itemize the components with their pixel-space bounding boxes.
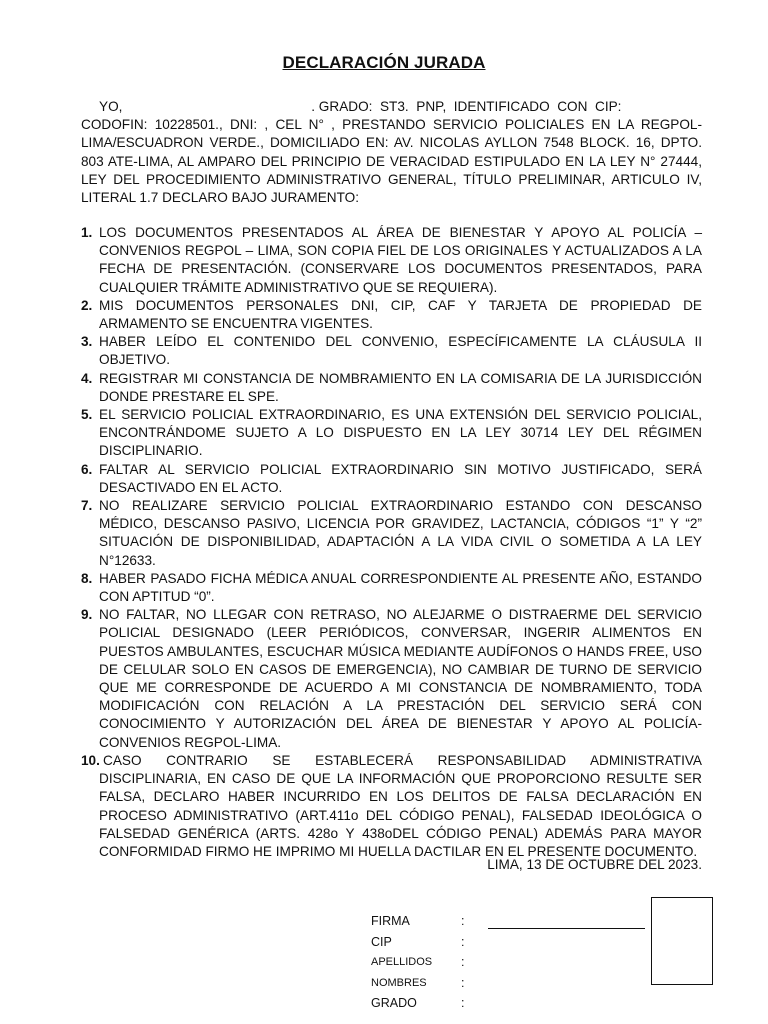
- item-number: 3.: [81, 334, 93, 350]
- fingerprint-box: [651, 897, 713, 985]
- declaration-item: [81, 752, 702, 861]
- item-text: HABER PASADO FICHA MÉDICA ANUAL CORRESPONDIENTE AL PRESENTE AÑO, ESTANDO CON APTITUD “0”.: [99, 570, 702, 605]
- declaration-item: [81, 333, 702, 369]
- declaration-item: [81, 370, 702, 406]
- declaration-list: [81, 224, 702, 861]
- declaration-item: [81, 406, 702, 461]
- declaration-item: [81, 606, 702, 752]
- item-number: 10.: [81, 752, 100, 768]
- document-title: DECLARACIÓN JURADA: [282, 53, 486, 72]
- colon: :: [461, 914, 465, 928]
- nombres-label: NOMBRES: [371, 976, 427, 989]
- item-number: 6.: [81, 461, 93, 477]
- colon: :: [461, 975, 465, 990]
- intro-body: CODOFIN: 10228501., DNI: , CEL N° , PRESTANDO SERVICIO POLICIALES EN LA REGPOL-LIMA/ESCUADRON VERDE., DOMICILIADO EN: AV. NICOLAS AYLLON 7548 BLOCK. 16, DPTO. 803 ATE-LIMA, AL AMPARO DEL PRINCIPIO DE VERACIDAD ESTIPULADO EN LA LEY N° 27444, LEY DEL PROCEDIMIENTO ADMINISTRATIVO GENERAL, TÍTULO PRELIMINAR, ARTICULO IV, LITERAL 1.7 DECLARO BAJO JURAMENTO:: [81, 117, 702, 206]
- item-number: 4.: [81, 370, 93, 386]
- grado-label: GRADO: [371, 996, 417, 1010]
- cip-label: CIP: [371, 934, 392, 949]
- item-text: NO REALIZARE SERVICIO POLICIAL EXTRAORDINARIO ESTANDO CON DESCANSO MÉDICO, DESCANSO PASIVO, LICENCIA POR GRAVIDEZ, LACTANCIA, CÓDIGOS “1” Y “2” SITUACIÓN DE DISPONIBILIDAD, ADAPTACIÓN A LA VIDA CIVIL O SOMETIDA A LA LEY N°12633.: [99, 498, 702, 568]
- intro-paragraph: [81, 98, 702, 207]
- date-line: LIMA, 13 DE OCTUBRE DEL 2023.: [487, 857, 702, 872]
- item-text: CASO CONTRARIO SE ESTABLECERÁ RESPONSABILIDAD ADMINISTRATIVA DISCIPLINARIA, EN CASO DE QUE LA INFORMACIÓN QUE PROPORCIONO RESULTE SER FALSA, DECLARO HABER INCURRIDO EN LOS DELITOS DE FALSA DECLARACIÓN EN PROCESO ADMINISTRATIVO (ART.411o DEL CÓDIGO PENAL), FALSEDAD IDEOLÓGICA O FALSEDAD GENÉRICA (ARTS. 428o Y 438oDEL CÓDIGO PENAL) ADEMÁS PARA MAYOR CONFORMIDAD FIRMO HE IMPRIMO MI HUELLA DACTILAR EN EL PRESENTE DOCUMENTO.: [99, 752, 702, 859]
- item-text: REGISTRAR MI CONSTANCIA DE NOMBRAMIENTO EN LA COMISARIA DE LA JURISDICCIÓN DONDE PRESTARE EL SPE.: [99, 370, 702, 404]
- item-number: 7.: [81, 498, 93, 514]
- item-number: 8.: [81, 570, 93, 586]
- item-text: NO FALTAR, NO LLEGAR CON RETRASO, NO ALEJARME O DISTRAERME DEL SERVICIO POLICIAL DESIGNADO (LEER PERIÓDICOS, CONVERSAR, INGERIR ALIMENTOS EN PUESTOS AMBULANTES, ESCUCHAR MÚSICA MEDIANTE AUDÍFONOS O HANDS FREE, USO DE CELULAR SOLO EN CASOS DE EMERGENCIA), NO CAMBIAR DE TURNO DE SERVICIO QUE ME CORRESPONDE DE ACUERDO A MI CONSTANCIA DE NOMBRAMIENTO, TODA MODIFICACIÓN CON RELACIÓN A LA PRESTACIÓN DEL SERVICIO SERÁ CON CONOCIMIENTO Y AUTORIZACIÓN DEL ÁREA DE BIENESTAR Y APOYO AL POLICÍA-CONVENIOS REGPOL-LIMA.: [99, 607, 702, 750]
- firma-label: FIRMA: [371, 914, 410, 928]
- item-text: LOS DOCUMENTOS PRESENTADOS AL ÁREA DE BIENESTAR Y APOYO AL POLICÍA – CONVENIOS REGPOL – LIMA, SON COPIA FIEL DE LOS ORIGINALES Y ACTUALIZADOS A LA FECHA DE PRESENTACIÓN. (CONSERVARE LOS DOCUMENTOS PRESENTADOS, PARA CUALQUIER TRÁMITE ADMINISTRATIVO QUE SE REQUIERA).: [99, 225, 702, 295]
- item-text: MIS DOCUMENTOS PERSONALES DNI, CIP, CAF Y TARJETA DE PROPIEDAD DE ARMAMENTO SE ENCUENTRA VIGENTES.: [99, 297, 702, 332]
- item-text: FALTAR AL SERVICIO POLICIAL EXTRAORDINARIO SIN MOTIVO JUSTIFICADO, SERÁ DESACTIVADO EN EL ACTO.: [99, 461, 702, 495]
- item-number: 1.: [81, 225, 93, 240]
- item-number: 5.: [81, 407, 93, 423]
- declaration-item: [81, 224, 702, 297]
- item-number: 9.: [81, 607, 93, 623]
- item-number: 2.: [81, 297, 93, 313]
- declaration-item: [81, 570, 702, 606]
- declaration-item: [81, 297, 702, 333]
- intro-first-line: YO, . GRADO: ST3. PNP, IDENTIFICADO CON CIP:: [99, 99, 622, 114]
- item-text: HABER LEÍDO EL CONTENIDO DEL CONVENIO, ESPECÍFICAMENTE LA CLÁUSULA II OBJETIVO.: [99, 334, 702, 368]
- declaration-item: [81, 461, 702, 497]
- colon: :: [461, 996, 465, 1010]
- apellidos-label: APELLIDOS: [371, 956, 433, 968]
- colon: :: [461, 934, 465, 949]
- signature-line: [488, 928, 645, 929]
- item-text: EL SERVICIO POLICIAL EXTRAORDINARIO, ES UNA EXTENSIÓN DEL SERVICIO POLICIAL, ENCONTRÁNDOME SUJETO A LO DISPUESTO EN LA LEY 30714 LEY DEL RÉGIMEN DISCIPLINARIO.: [99, 407, 702, 459]
- colon: :: [461, 955, 465, 969]
- declaration-item: [81, 497, 702, 570]
